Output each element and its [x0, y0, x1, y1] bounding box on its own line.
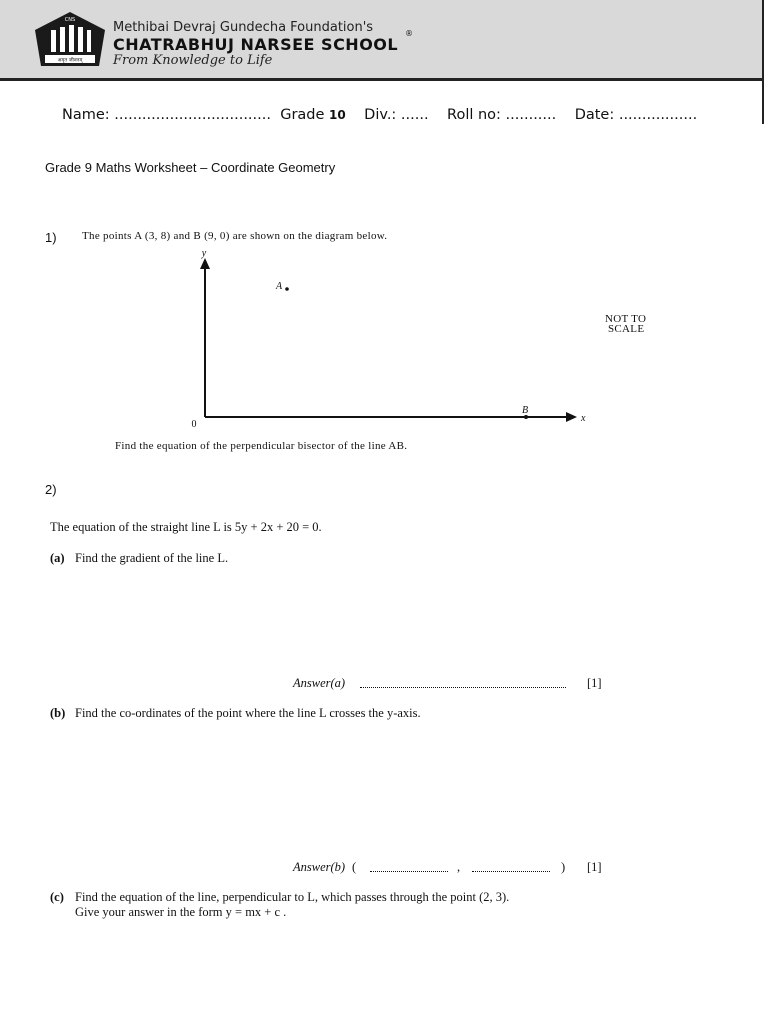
- registered-mark: ®: [405, 29, 413, 38]
- part-c-label: (c): [50, 890, 64, 904]
- name-field: Name: ..................................: [62, 107, 271, 123]
- answer-b-comma: ,: [457, 860, 461, 874]
- part-a-label: (a): [50, 551, 65, 565]
- school-name: CHATRABHUJ NARSEE SCHOOL: [113, 35, 399, 54]
- page-border-rule: [762, 0, 764, 124]
- answer-a-line[interactable]: [360, 676, 566, 688]
- part-b-label: (b): [50, 706, 66, 720]
- coordinate-diagram: [170, 245, 590, 435]
- x-axis-label: x: [581, 413, 586, 424]
- question-1-instruction: Find the equation of the perpendicular bisector of the line AB.: [115, 440, 408, 452]
- question-2-number: 2): [45, 482, 57, 497]
- answer-b-x-line[interactable]: [370, 860, 448, 872]
- not-to-scale-line-2: SCALE: [608, 323, 645, 335]
- grade-value: 10: [329, 108, 346, 122]
- date-field: Date: .................: [574, 107, 698, 123]
- answer-a-marks: [1]: [587, 676, 602, 690]
- y-axis-label: y: [201, 248, 207, 259]
- answer-b-open-paren: (: [352, 860, 357, 874]
- origin-label: 0: [191, 419, 197, 430]
- not-to-scale-line-1: NOT TO: [605, 313, 647, 325]
- question-2-intro: The equation of the straight line L is 5y + 2x + 20 = 0.: [50, 520, 322, 534]
- logo-motto: अमृत जीवनम्: [57, 57, 83, 64]
- answer-b-close-paren: ): [561, 860, 566, 874]
- foundation-name: Methibai Devraj Gundecha Foundation's: [113, 20, 374, 35]
- worksheet-title: Grade 9 Maths Worksheet – Coordinate Geometry: [45, 160, 336, 175]
- part-c-text: Find the equation of the line, perpendicular to L, which passes through the point (2, 3).: [75, 890, 510, 904]
- answer-b-y-line[interactable]: [472, 860, 550, 872]
- grade-field: Grade 10: [280, 107, 346, 123]
- student-info-row: [62, 107, 697, 123]
- point-b-label: B: [521, 405, 529, 416]
- answer-b-marks: [1]: [587, 860, 602, 874]
- part-b-text: Find the co-ordinates of the point where the line L crosses the y-axis.: [75, 706, 421, 720]
- logo-top-text: CNS: [64, 17, 76, 23]
- school-tagline: From Knowledge to Life: [113, 53, 273, 68]
- roll-number-field: Roll no: ...........: [447, 107, 557, 123]
- question-1-number: 1): [45, 230, 57, 245]
- point-a-label: A: [276, 281, 283, 292]
- question-1-text: The points A (3, 8) and B (9, 0) are shown on the diagram below.: [82, 230, 388, 242]
- school-logo: [33, 10, 107, 72]
- part-a-text: Find the gradient of the line L.: [75, 551, 229, 565]
- answer-b-label: Answer(b): [293, 860, 346, 874]
- x-axis-arrow: [566, 412, 577, 422]
- answer-a-label: Answer(a): [293, 676, 346, 690]
- point-a: [285, 287, 289, 291]
- part-c-text-line-2: Give your answer in the form y = mx + c .: [75, 905, 287, 919]
- division-field: Div.: ......: [364, 107, 429, 123]
- y-axis-arrow: [200, 258, 210, 269]
